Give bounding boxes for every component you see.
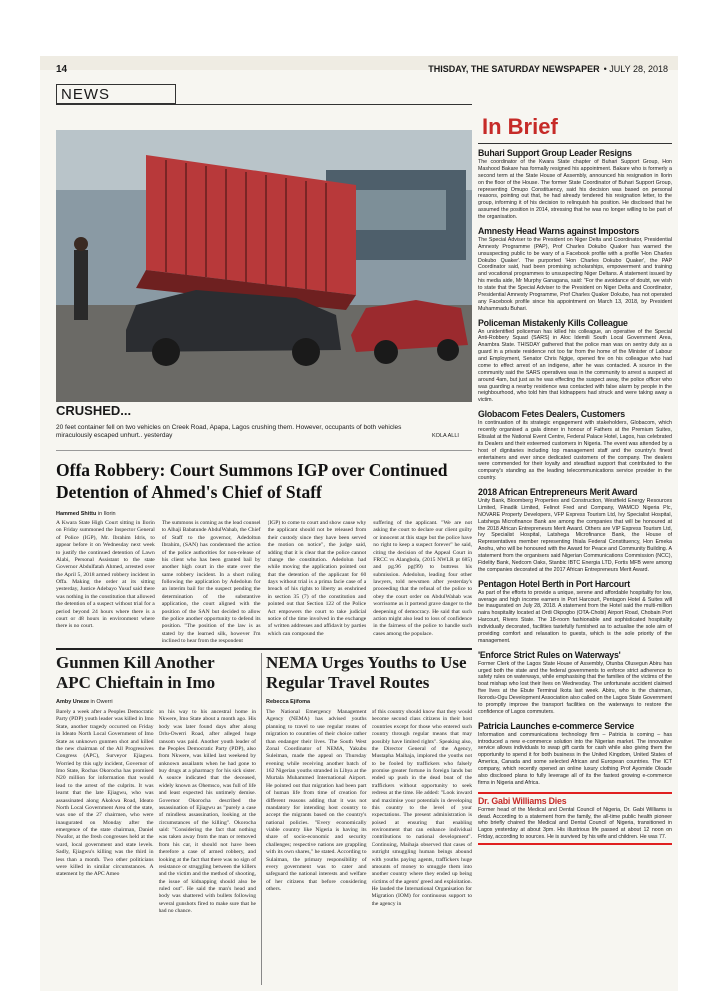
- lead-body: [56, 520, 472, 646]
- page-number: 14: [56, 64, 68, 75]
- nema-byline: [266, 699, 310, 705]
- brief-item-body: As part of the efforts to provide a unique, serene and affordable hospitality for low, average and high income earners in Port Harcourt, Pentagon Hotel & Suites will be inaugurated on July 28, 2018. A statement from the Hotel said the multi-million naira hospitality located at Ordi Okpogbo (OTA-Chobi) Airport Road, Chobain Port Harcourt, Rivers State. The 18-room fashionable and sophisticated hospitality individually decorated, facilities tastefully furnished as to actualise the sole aim of providing comfort and relaxation to guests, which is the sole priority of the management.: [478, 589, 672, 644]
- gunmen-column: Barely a week after a Peoples Democratic Party (PDP) youth leader was killed in Imo State, another tragedy occurred on Friday in Ideato North Local Government of Imo State as unknown gunmen shot and killed the new chairman of the All Progressives Congress (APC), Surveyor Ejiagwu. Worried by this ugly incident, Governor of Imo State, Rochas Okorocha has promised N20 million for information that would lead to the arrest of the culprits. It was learnt that the late Ejiagwu, who was assassinated along Akokwa Road, Ideato North Local Government Area of the state, was one of the 27 chairmen, who were inaugurated on Monday after the emergence of the state chairman, Daniel Nwafor, at the fresh congresses held at the ward, local government and state levels. Sadly, Ejiagwu's killing was the third in less than a month. Two other politicians were killed in similar circumstances. A statement by the APC Ameo: [56, 709, 154, 878]
- crushed-vehicles-photo: [56, 130, 472, 402]
- brief-item: [478, 148, 672, 221]
- column-divider: [261, 653, 262, 985]
- brief-item: [478, 409, 672, 482]
- nema-body: [266, 709, 472, 984]
- brief-item-title: 2018 African Entrepreneurs Merit Award: [478, 487, 638, 497]
- nema-column: of this country should know that they would become second class citizens in their host countries except for those who entered such country through regular means that may possibly have limited rights". Speaking also, the Director General of the Agency, Mustapha Maihaja, implored the youths not to be fooled by traffickers who falsely promise greater fortune in foreign lands but ended up push in the dead boat of the traffickers without opportunity to seek redress at the time. He added: "Look inward and maximise your potentials in developing this country to the level of your expectations. The present administration is poised at ensuring that enabling environment that can enhance individual contributions to national development". Continuing, Maihaja observed that cases of outright smuggling human beings abound with youths paying agents, traffickers huge amounts of money to smuggle them into another country where they ended up being victims of the agents' greed and exploitation. He lauded the International Organisation for Migration (IOM) for continuous support to the agency in: [371, 709, 472, 907]
- brief-item-title: Amnesty Head Warns against Impostors: [478, 225, 640, 236]
- gunmen-byline-place: in Owerri: [89, 699, 113, 705]
- lead-column: (IGP) to come to court and show cause why the applicant should not be released from their custody since they have been served the motion on notice", the judge said, adding that it is clear that the police cannot change the constitution. Adedolun had while moving the application pointed out that the detention of the applicant for 60 days without trial is a prima facie case of a breach of his rights to liberty as enshrined in section 35 (7) of the constitution and pointed out that Section 122 of the Police Act empowers the court to take judicial notice of the time involved in the exchange of written addresses and affidavit by parties which can compound the: [267, 520, 367, 637]
- in-brief-title: In Brief: [478, 110, 672, 144]
- brief-item: [478, 487, 672, 574]
- masthead-date: • JULY 28, 2018: [603, 64, 668, 74]
- news-photo: [56, 130, 472, 402]
- photo-caption: 20 feet container fell on two vehicles on Creek Road, Apapa, Lagos crushing them. However, occupants of both vehicles miraculously escaped unhurt.. yesterday: [56, 424, 402, 440]
- newspaper-page: [40, 56, 678, 991]
- brief-item-title: Buhari Support Group Leader Resigns: [478, 148, 632, 158]
- lead-byline-name: Hammed Shittu: [56, 511, 97, 517]
- brief-item-body: Unity Bank, Bloomberg Properties and Construction, Westfield Energy Resources Limited, Finadik Limited, Felinot Fred and Company, WAMCO Nigeria Plc, NOVARE Property Developers, VFP Express Tourism Ltd, Ivy Specialist Hospital, Latshega Microfinance Bank are among the companies that will be honoured at the 2018 African Entrepreneurs Merit Award. Others are VIP Express Tourism Ltd, Ivy Specialist Hospital, Latshega Microfinance Bank, the House of Representatives member representing Ihiala Federal Constituency, Hon Emeka Anohu, who will be honoured with the Award for Peace and Community Building. A statement from the organisers said Nigerian Communications Commission (NCC), Fidelity Bank, Nedcom Oaks, Stanbic IBTC Energia LTD, Fortis MFB were among the companies decorated at the 2017 African Entrepreneurs Merit Award.: [478, 498, 672, 573]
- section-divider: [56, 104, 472, 105]
- brief-item: [478, 226, 672, 313]
- nema-headline: NEMA Urges Youths to Use Regular Travel Routes: [266, 653, 467, 693]
- nema-column: The National Emergency Management Agency (NEMA) has advised youths planning to travel to use regular routes of migration to countries of their choice rather than endanger their lives. The South West Zonal Coordinator of NEMA, Yakubu Suleiman, made the appeal on Thursday evening while receiving another batch of 162 Nigerian youths stranded in Libya at the Murtala Muhammed International Airport. He pointed out that migration had been part of human life from time of creation for different reasons adding that it was not mandatory for intending host country to accept the migrants based on the country's national policies. "Every economically viable country like Nigeria is having its share of socio-economic and security challenges; respective nations are grappling with its own shares," he stated. According to Sulaiman, the primary responsibility of every government was to cater and safeguard the national interests and welfare of her citizens that before considering others.: [266, 709, 367, 892]
- brief-item-body: An unidentified policeman has killed his colleague, an operative of the Special Anti-Robbery Squad (SARS) in Aloc Idemili South Local Government Area, Anambra State. THISDAY gathered that the police man was on sentry duty as a guard in a private residence not too far from the home of the Minister of Labour and Employment, Senator Chris Ngige, opened fire on his colleague who had come to effect arrest of an indigene, after he was contacted. A source in the community said the SARS operatives was in the community to arrest a suspect at around 4am, but just as he was effecting the suspect away, the police officer who was guarding a nearby residence was contacted with false alarm by people in the neighbourhood, who told him that kidnappers had struck and were taking away a victim.: [478, 328, 672, 404]
- brief-item: [478, 318, 672, 405]
- brief-item-body: In continuation of its strategic engagement with stakeholders, Globacom, which recently organised a gala dinner in honour of Fathers at the Premium Suites, Etisalat at the National Event Centre, Federal Palace Hotel, Lagos, has celebrated its Dealers and their esteemed customers in Nigeria. The event was attended by a host of dignitaries including top management staff and the country's finest entertainers and ever since dedicated customers of the company. The dealers were commended for their loyalty and steadfast support that contributed to the company's standing as the leading telecommunications service provider in the country.: [478, 420, 672, 482]
- gunmen-body: [56, 709, 256, 984]
- caption-divider: [56, 450, 472, 451]
- brief-item-title: Policeman Mistakenly Kills Colleague: [478, 317, 628, 328]
- masthead-title: THISDAY, THE SATURDAY NEWSPAPER: [428, 64, 600, 74]
- in-brief-column: [478, 110, 672, 990]
- brief-item-body: Former Clerk of the Lagos State House of Assembly, Otunba Olusegun Abiru has urged both the state and the federal governments to enforce strict adherence to safety rules on waterways, while emphasising that the families of the victims of the boat mishap who lost their lives on Wednesday. The unfortunate accident claimed five lives at the Ebute Terminal Ikota last week. Abiru, who is the chairman, Ikorodu-Ogu Development Association also called on the Lagos State Government to promptly improve the transport facilities on the waterways to restore the confidence of Lagos commuters.: [478, 660, 672, 715]
- gunmen-column: on his way to his ancestral home in Nkwere, Imo State about a month ago. His body was later found days after along Orlu-Owerri Road, after alleged huge ransom was paid. Another youth leader of the Peoples Democratic Party (PDP), also from Nkwere, was killed last weekend by unknown assailants when he had gone to buy drugs at a pharmacy for his sick sister. A source indicated that the deceased, widely known as Ohemsco, was full of life and least expected his untimely demise. Governor Okorocha described the assassination of Ejiagwu as "purely a case of mindless assassination, looking at the circumstances of the killing". Okorocha said: "Considering the fact that nothing was taken away from the man or removed from his car, it should not have been therefore a case of armed robbery, and looking at the fact that there was no sign of resistance or struggling between the killers and the victim and the method of shooting, the issue of kidnapping should also be ruled out". He said the man's head and body was shattered with bullets following several gunshots fired to make sure that he had no chance.: [158, 709, 256, 915]
- brief-item-title: 'Enforce Strict Rules on Waterways': [478, 649, 621, 660]
- brief-item-body: Information and communications technology firm – Patricia is coming – has introduced a new e-commerce solution into the Nigerian market. The innovative service allows individuals to swap gift cards for cash while also giving them the opportunity to spend it for both business in the United Kingdom, United States of America, Canada and some selected African and European countries. The ICT company, which recently opened an online luxury clothing Prof Ayomide Oloade also disclosed plans to fully leverage all of its the fastest growing e-commerce firms in Nigeria and Africa.: [478, 731, 672, 786]
- brief-item-body: Former head of the Medical and Dental Council of Nigeria, Dr. Gabi Williams is dead. According to a statement from the family, the all-time public health pioneer who briefly chaired the Medical and Dental Council of Nigeria, transitioned in Lagos yesterday at about 3pm. His illustrious life passed at about 12 noon on Friday, according to sources. He is survived by his wife and children. He was 77.: [478, 806, 672, 841]
- nema-byline-name: Rebecca Ejifoma: [266, 699, 311, 705]
- gunmen-byline: [56, 699, 113, 705]
- photo-caption-title: CRUSHED...: [56, 403, 132, 418]
- gunmen-byline-name: Amby Uneze: [56, 699, 90, 705]
- brief-item-title: Pentagon Hotel Berth in Port Harcourt: [478, 578, 630, 589]
- gunmen-headline: Gunmen Kill Another APC Chieftain in Imo: [56, 653, 216, 693]
- lead-headline: Offa Robbery: Court Summons IGP over Continued Detention of Ahmed's Chief of Staff: [56, 460, 448, 502]
- brief-item-highlighted: [478, 792, 672, 845]
- lead-column: A Kwara State High Court sitting in Ilorin on Friday summoned the Inspector General of Police (IGP), Mr. Ibrahim Idris, to appear before it on Wednesday next week to justify the continued detention of Lawn Alabi, Personal Assistant to the state Governor Abdulfatah Ahmed, arrested over the April 5, 2018 armed robbery incident in Offa. Making the order at its sitting yesterday, Justice Adebayo Yusuf said there was nothing in the constitution that allowed the detention of a suspect without trial for a period beyond 24 hours where there is a court or 48 hours in environment where there is no court.: [56, 520, 155, 630]
- lead-column: The summons is coming as the lead counsel to Alhaji Babatunde AbdulWahab, the Chief of Staff to the governor, Adedoltun Ibrahim, (SAN) has condemned the action of the police authorities for non-release of his client who has been granted bail by another high court in the state over the same robbery incident. In a short ruling following the application by Adedolun for an interim bail for the suspect pending the determination of the substantive application, the court aligned with the position of the SAN but decided to allow the police another opportunity to defend its position. "The position of the law is as stated by the learned silk, however I'm inclined to hear from the respondent: [161, 520, 261, 644]
- lead-column: suffering of the applicant. "We are not asking the court to declare our client guilty or innocent at this stage but the police have no right to keep a suspect forever" he said, citing the decision of the Appeal Court in FRCC vs Alangbola, (2015 NWLR pt 685) and pg.96 pg(99) to buttress his submission. Adedolun, leading four other lawyers, told newsmen after yesterday's proceeding that the refusal of the police to obey the court order on AbdulWahab was worrisome as it portend grave danger to the deepening of democracy. He said that such action might also lead to loss of confidence in the fairness of the police to handle such cases among the populace.: [373, 520, 472, 637]
- section-label: NEWS: [56, 84, 176, 104]
- lead-byline: [56, 511, 116, 517]
- brief-item-title: Dr. Gabi Williams Dies: [478, 795, 567, 806]
- brief-item-title: Globacom Fetes Dealers, Customers: [478, 409, 625, 420]
- brief-item: [478, 721, 672, 787]
- photo-credit: KOLA ALLI: [432, 433, 459, 439]
- article-divider: [56, 648, 472, 650]
- brief-item: [478, 650, 672, 716]
- in-brief-list: [478, 148, 672, 845]
- brief-item-title: Patricia Launches e-commerce Service: [478, 720, 635, 731]
- masthead: [428, 64, 668, 74]
- brief-item-body: The Special Adviser to the President on Niger Delta and Coordinator, Presidential Amnesty Programme (PAP), Prof Charles Dokubo Quaker has warned the unsuspecting public to be wary of a Facebook profile with a profile 'Hon Charles Dokubo Quaker'. The purported 'Hon Charles Dokubo Quaker', the PAP Coordinator said, had been promising scholarships, empowerment and training and vocational programmes to unsuspecting Niger Deltans. A statement issued by his media aide, Mr Murphy Ganagana, said: "For the avoidance of doubt, we wish to state that the Special Adviser to the President on Niger Delta and Coordinator, Presidential Amnesty Programme, Prof Charles Quaker Dokubo, has not operated any Facebook profile since his appointment on March 13, 2018, by President Muhammadu Buhari.: [478, 236, 672, 312]
- brief-item-body: The coordinator of the Kwara State chapter of Buhari Support Group, Hon Mashood Bakare has formally resigned his appointment. Bakare who is formerly a second term at the State House of Assembly, announced his resignation in Ilorin on the floor of the House. The former State Coordinator of Buhari Support Group, representing Omupo Constituency, said his decision was based on personal reasons, pointing out that, he had already tendered his resignation letter, to the group, informing it of his decision to relinquish his position. He disclosed that he assumed the position in 2014, stressing that he was no longer willing to be part of the organisation.: [478, 159, 672, 220]
- lead-byline-place: in Ilorin: [96, 511, 116, 517]
- brief-item: [478, 579, 672, 645]
